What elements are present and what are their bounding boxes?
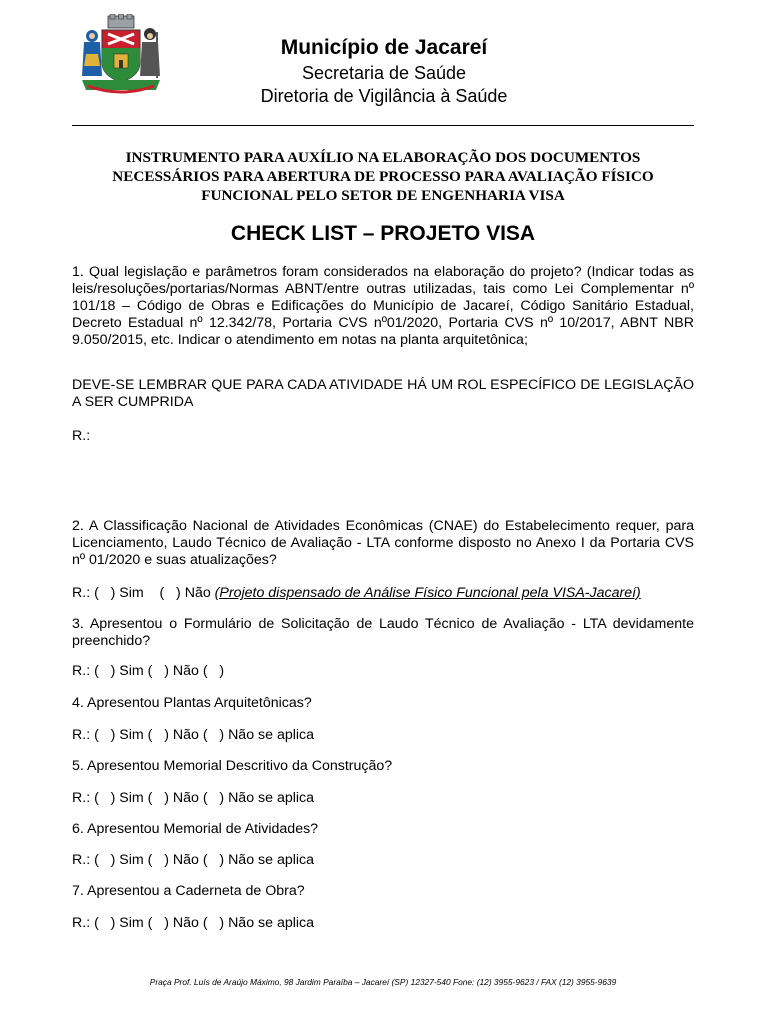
- question-1-note: DEVE-SE LEMBRAR QUE PARA CADA ATIVIDADE HÁ UM ROL ESPECÍFICO DE LEGISLAÇÃO A SER CUMPRIDA: [72, 377, 694, 410]
- question-6-answer: R.: ( ) Sim ( ) Não ( ) Não se aplica: [72, 852, 315, 868]
- question-1-text: 1. Qual legislação e parâmetros foram considerados na elaboração do projeto? (Indicar todas as leis/resoluções/portarias/Normas ABNT/entre outras utilizadas, tais como Lei Complementar nº 101/18 – Código de Obras e Edificações do Município de Jacareí, Código Sanitário Estadual, Decreto Estadual nº 12.342/78, Portaria CVS nº01/2020, Portaria CVS nº 10/2017, ABNT NBR 9.050/2015, etc. Indicar o atendimento em notas na planta arquitetônica;: [72, 264, 694, 348]
- question-5-text: 5. Apresentou Memorial Descritivo da Construção?: [72, 758, 393, 774]
- question-7-text: 7. Apresentou a Caderneta de Obra?: [72, 883, 305, 899]
- municipality-title: Município de Jacareí: [280, 36, 488, 59]
- question-2-answer-note: (Projeto dispensado de Análise Físico Funcional pela VISA-Jacareí): [214, 585, 641, 601]
- instrument-title: INSTRUMENTO PARA AUXÍLIO NA ELABORAÇÃO DOS DOCUMENTOS NECESSÁRIOS PARA ABERTURA DE PROCESSO PARA AVALIAÇÃO FÍSICO FUNCIONAL PELO SETOR DE ENGENHARIA VISA: [112, 149, 654, 204]
- question-6-text: 6. Apresentou Memorial de Atividades?: [72, 821, 319, 837]
- question-2-answer-options: R.: ( ) Sim ( ) Não: [72, 585, 215, 601]
- question-5-answer: R.: ( ) Sim ( ) Não ( ) Não se aplica: [72, 790, 315, 806]
- question-1-answer: R.:: [72, 428, 91, 444]
- page-footer-address: Praça Prof. Luís de Araújo Máximo, 98 Jardim Paraíba – Jacareí (SP) 12327-540 Fone: (12) 3955-9623 / FAX (12) 3955-9639: [149, 977, 617, 987]
- header-divider: [72, 125, 694, 126]
- question-2-text: 2. A Classificação Nacional de Atividades Econômicas (CNAE) do Estabelecimento requer, para Licenciamento, Laudo Técnico de Avaliação - LTA conforme disposto no Anexo I da Portaria CVS nº 01/2020 e suas atualizações?: [72, 518, 694, 568]
- department-subtitle: Secretaria de Saúde: [301, 63, 467, 83]
- question-4-answer: R.: ( ) Sim ( ) Não ( ) Não se aplica: [72, 727, 315, 743]
- question-4-text: 4. Apresentou Plantas Arquitetônicas?: [72, 695, 312, 711]
- question-7-answer: R.: ( ) Sim ( ) Não ( ) Não se aplica: [72, 915, 315, 931]
- division-subtitle: Diretoria de Vigilância à Saúde: [260, 86, 508, 106]
- checklist-title: CHECK LIST – PROJETO VISA: [230, 222, 536, 245]
- question-3-text: 3. Apresentou o Formulário de Solicitação de Laudo Técnico de Avaliação - LTA devidamente preenchido?: [72, 616, 694, 649]
- municipal-coat-of-arms-icon: [78, 14, 164, 98]
- question-3-answer: R.: ( ) Sim ( ) Não ( ): [72, 663, 225, 679]
- question-2-answer: [72, 585, 694, 602]
